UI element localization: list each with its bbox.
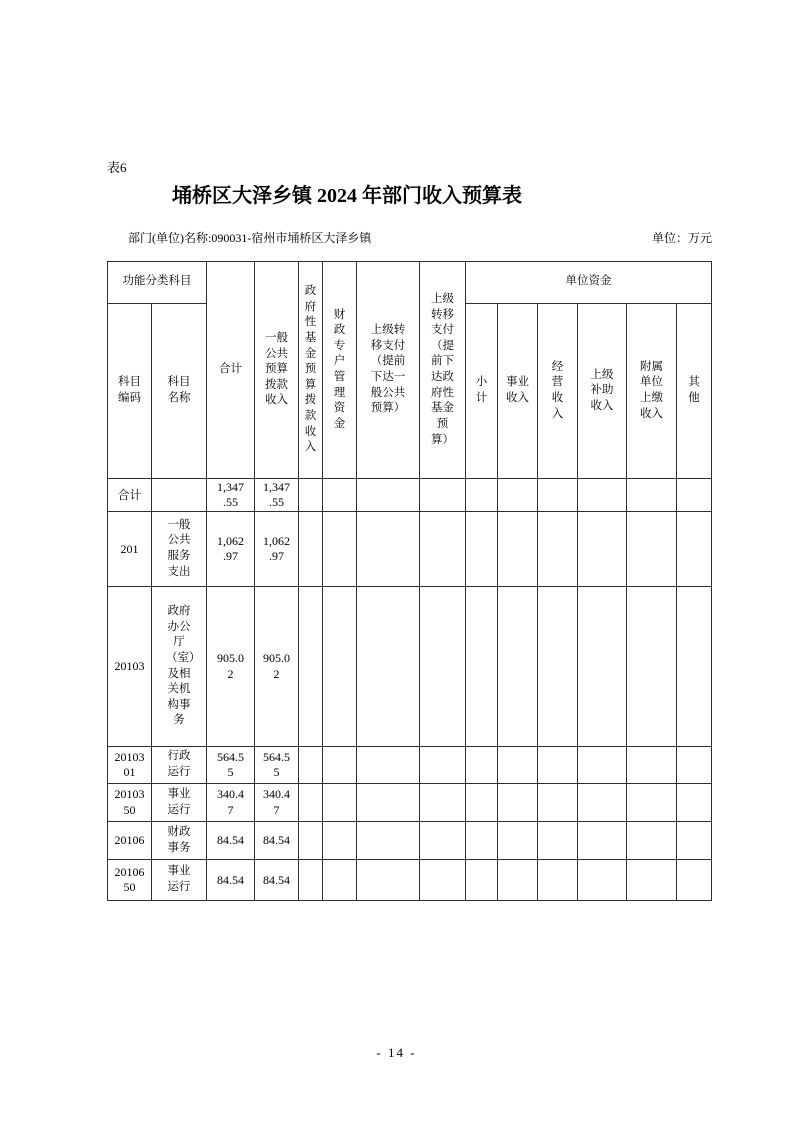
operating-income-cell: [538, 860, 578, 901]
subject-code-cell: [108, 587, 152, 747]
header-superior-subsidy: [578, 304, 627, 479]
header-subject-name-label: 科目名称: [167, 376, 191, 404]
table-row: [108, 784, 712, 822]
gov-fund-budget-income-cell: [299, 479, 323, 512]
superior-subsidy-cell: [578, 860, 627, 901]
other-cell: [677, 479, 712, 512]
total-value: 564.55: [217, 749, 244, 779]
subject-name-value: 事业运行: [167, 787, 191, 816]
header-subtotal-label: 小计: [475, 376, 488, 404]
affiliated-unit-remittance-cell: [627, 822, 677, 860]
subject-name-cell: [152, 784, 207, 822]
transfer-general-cell: [357, 479, 420, 512]
header-total: [207, 262, 255, 479]
total-cell: [207, 479, 255, 512]
subject-code-cell: [108, 479, 152, 512]
gov-fund-budget-income-cell: [299, 747, 323, 784]
transfer-gov-fund-cell: [420, 822, 466, 860]
business-income-cell: [498, 587, 538, 747]
subject-code-value: 合计: [117, 487, 142, 502]
header-affiliated-unit-remittance: [627, 304, 677, 479]
operating-income-cell: [538, 512, 578, 587]
transfer-general-cell: [357, 512, 420, 587]
transfer-gov-fund-cell: [420, 784, 466, 822]
superior-subsidy-cell: [578, 784, 627, 822]
header-gov-fund-budget-income: [299, 262, 323, 479]
fiscal-special-account-cell: [323, 784, 357, 822]
header-fiscal-special-account: [323, 262, 357, 479]
header-subject-code: [108, 304, 152, 479]
table-row: [108, 860, 712, 901]
subject-code-value: 2010650: [114, 864, 145, 894]
general-public-budget-income-value: 1,062.97: [263, 533, 290, 563]
fiscal-special-account-cell: [323, 479, 357, 512]
subject-name-cell: [152, 587, 207, 747]
transfer-gov-fund-cell: [420, 587, 466, 747]
subject-name-cell: [152, 822, 207, 860]
operating-income-cell: [538, 587, 578, 747]
general-public-budget-income-cell: [255, 747, 299, 784]
business-income-cell: [498, 860, 538, 901]
header-other-label: 其他: [688, 376, 700, 404]
header-transfer-gov-fund: [420, 262, 466, 479]
header-row-1: [108, 262, 712, 304]
transfer-gov-fund-cell: [420, 747, 466, 784]
general-public-budget-income-cell: [255, 822, 299, 860]
fiscal-special-account-cell: [323, 860, 357, 901]
table-row: [108, 822, 712, 860]
total-value: 905.02: [217, 651, 244, 681]
general-public-budget-income-cell: [255, 784, 299, 822]
total-value: 1,062.97: [217, 533, 244, 563]
header-general-public-budget-income-label: 一般公共预算拨款收入: [265, 331, 288, 407]
subtotal-cell: [466, 479, 498, 512]
other-cell: [677, 512, 712, 587]
operating-income-cell: [538, 822, 578, 860]
header-business-income-label: 事业收入: [506, 376, 529, 404]
subject-code-value: 20103: [114, 659, 145, 674]
subject-code-value: 2010350: [114, 787, 145, 817]
subject-code-cell: [108, 747, 152, 784]
business-income-cell: [498, 479, 538, 512]
header-affiliated-unit-remittance-label: 附属单位上缴收入: [640, 360, 663, 420]
header-subject-name: [152, 304, 207, 479]
header-subtotal: [466, 304, 498, 479]
transfer-gov-fund-cell: [420, 479, 466, 512]
subtotal-cell: [466, 747, 498, 784]
affiliated-unit-remittance-cell: [627, 860, 677, 901]
total-cell: [207, 747, 255, 784]
general-public-budget-income-value: 84.54: [263, 872, 290, 887]
table-row: [108, 479, 712, 512]
header-fiscal-special-account-label: 财政专户管理资金: [333, 308, 346, 430]
transfer-general-cell: [357, 784, 420, 822]
transfer-general-cell: [357, 587, 420, 747]
general-public-budget-income-cell: [255, 587, 299, 747]
other-cell: [677, 822, 712, 860]
business-income-cell: [498, 822, 538, 860]
affiliated-unit-remittance-cell: [627, 747, 677, 784]
transfer-general-cell: [357, 822, 420, 860]
subtotal-cell: [466, 512, 498, 587]
subtotal-cell: [466, 784, 498, 822]
header-transfer-general-label: 上级转移支付（提前下达一般公共预算）: [370, 324, 406, 415]
header-gov-fund-budget-income-label: 政府性基金预算拨款收入: [304, 285, 317, 454]
superior-subsidy-cell: [578, 747, 627, 784]
business-income-cell: [498, 512, 538, 587]
total-value: 84.54: [217, 833, 244, 848]
gov-fund-budget-income-cell: [299, 587, 323, 747]
header-unit-funds-group-label: 单位资金: [565, 275, 612, 288]
header-subject-code-label: 科目编码: [118, 376, 141, 404]
total-value: 84.54: [217, 872, 244, 887]
operating-income-cell: [538, 784, 578, 822]
subject-name-value: 政府办公厅（室）及相关机构事务: [166, 605, 201, 727]
other-cell: [677, 784, 712, 822]
income-budget-table: [107, 261, 712, 901]
fiscal-special-account-cell: [323, 747, 357, 784]
subtotal-cell: [466, 822, 498, 860]
transfer-gov-fund-cell: [420, 860, 466, 901]
table-row: [108, 512, 712, 587]
header-unit-funds-group: [466, 262, 712, 304]
fiscal-special-account-cell: [323, 587, 357, 747]
general-public-budget-income-value: 84.54: [263, 833, 290, 848]
transfer-gov-fund-cell: [420, 512, 466, 587]
total-value: 340.47: [217, 787, 244, 817]
header-transfer-gov-fund-label: 上级转移支付（提前下达政府性基金预算）: [431, 292, 454, 446]
table-header: [108, 262, 712, 479]
subject-code-cell: [108, 860, 152, 901]
page-title: 埇桥区大泽乡镇 2024 年部门收入预算表: [172, 185, 522, 207]
subject-name-value: 行政运行: [167, 750, 191, 778]
table-tag: 表6: [107, 160, 127, 175]
subject-name-cell: [152, 860, 207, 901]
affiliated-unit-remittance-cell: [627, 479, 677, 512]
subtotal-cell: [466, 587, 498, 747]
header-transfer-general: [357, 262, 420, 479]
unit-label: 单位：万元: [651, 231, 712, 245]
header-other: [677, 304, 712, 479]
table-row: [108, 587, 712, 747]
total-cell: [207, 860, 255, 901]
general-public-budget-income-cell: [255, 512, 299, 587]
operating-income-cell: [538, 747, 578, 784]
gov-fund-budget-income-cell: [299, 512, 323, 587]
superior-subsidy-cell: [578, 822, 627, 860]
header-business-income: [498, 304, 538, 479]
gov-fund-budget-income-cell: [299, 860, 323, 901]
subject-name-value: 财政事务: [167, 825, 191, 854]
fiscal-special-account-cell: [323, 822, 357, 860]
header-operating-income-label: 经营收入: [551, 360, 564, 420]
total-cell: [207, 822, 255, 860]
superior-subsidy-cell: [578, 587, 627, 747]
general-public-budget-income-value: 905.02: [263, 651, 290, 681]
superior-subsidy-cell: [578, 479, 627, 512]
affiliated-unit-remittance-cell: [627, 784, 677, 822]
business-income-cell: [498, 747, 538, 784]
subject-code-cell: [108, 784, 152, 822]
subject-code-value: 2010301: [114, 749, 145, 779]
subject-code-cell: [108, 512, 152, 587]
header-general-public-budget-income: [255, 262, 299, 479]
subject-code-value: 201: [120, 541, 139, 556]
transfer-general-cell: [357, 860, 420, 901]
business-income-cell: [498, 784, 538, 822]
meta-row: [128, 229, 712, 246]
affiliated-unit-remittance-cell: [627, 512, 677, 587]
department-name-label: 部门(单位)名称:090031-宿州市埇桥区大泽乡镇: [128, 231, 372, 245]
subject-code-cell: [108, 822, 152, 860]
subject-name-cell: [152, 747, 207, 784]
general-public-budget-income-value: 1,347.55: [263, 479, 290, 509]
header-total-label: 合计: [219, 362, 242, 375]
header-operating-income: [538, 304, 578, 479]
subject-name-value: 事业运行: [167, 865, 191, 893]
total-cell: [207, 512, 255, 587]
page-number: - 14 -: [376, 1045, 417, 1060]
general-public-budget-income-value: 564.55: [263, 749, 290, 779]
fiscal-special-account-cell: [323, 512, 357, 587]
subject-name-cell: [152, 479, 207, 512]
superior-subsidy-cell: [578, 512, 627, 587]
operating-income-cell: [538, 479, 578, 512]
transfer-general-cell: [357, 747, 420, 784]
gov-fund-budget-income-cell: [299, 784, 323, 822]
table-body: [108, 479, 712, 901]
gov-fund-budget-income-cell: [299, 822, 323, 860]
general-public-budget-income-cell: [255, 860, 299, 901]
subject-code-value: 20106: [114, 833, 145, 848]
table-row: [108, 747, 712, 784]
header-func-class-group-label: 功能分类科目: [122, 275, 192, 288]
general-public-budget-income-cell: [255, 479, 299, 512]
other-cell: [677, 587, 712, 747]
total-cell: [207, 587, 255, 747]
subtotal-cell: [466, 860, 498, 901]
general-public-budget-income-value: 340.47: [263, 787, 290, 817]
affiliated-unit-remittance-cell: [627, 587, 677, 747]
header-superior-subsidy-label: 上级补助收入: [590, 368, 614, 412]
other-cell: [677, 860, 712, 901]
header-func-class-group: [108, 262, 207, 304]
subject-name-value: 一般公共服务支出: [167, 518, 191, 578]
other-cell: [677, 747, 712, 784]
total-cell: [207, 784, 255, 822]
subject-name-cell: [152, 512, 207, 587]
total-value: 1,347.55: [217, 479, 244, 509]
